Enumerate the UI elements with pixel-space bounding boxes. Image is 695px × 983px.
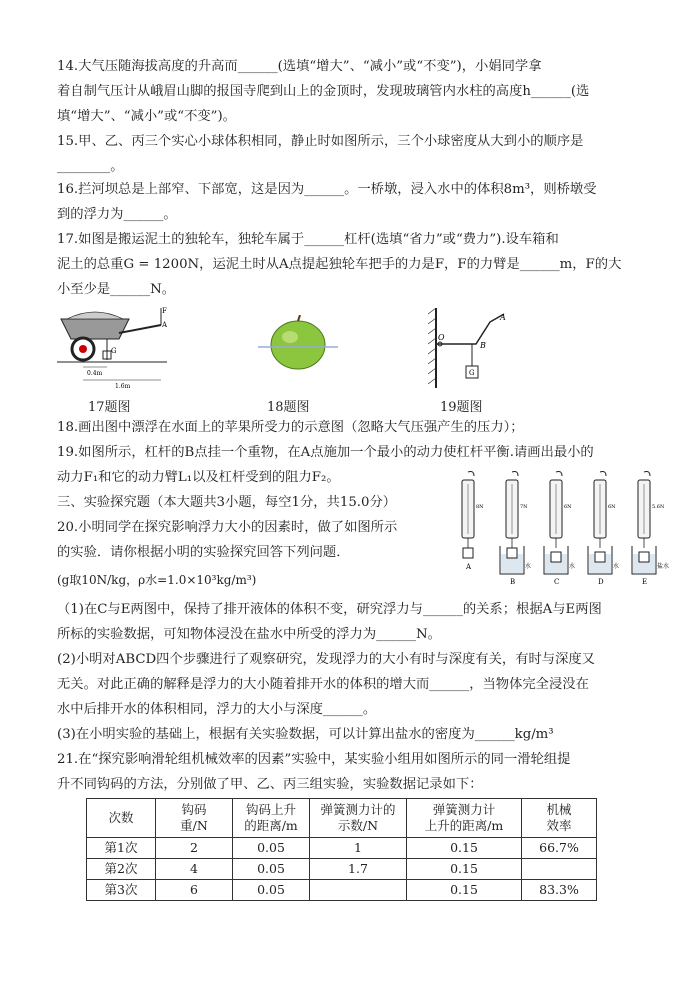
- lever-figure: [428, 308, 508, 388]
- table-cell: 1.7: [310, 859, 407, 880]
- label-F: F: [162, 307, 167, 315]
- step-label: A: [466, 563, 472, 571]
- scale-hook: [468, 472, 474, 477]
- table-cell: 2: [156, 838, 233, 859]
- label-A: A: [500, 313, 506, 322]
- q14-line-1: 14.大气压随海拔高度的升高而______(选填“增大”、“减小”或“不变”)，小娟同学拿: [57, 59, 542, 74]
- apple-figure: [258, 315, 338, 375]
- liquid-label: 水: [525, 563, 532, 570]
- table-cell: 66.7%: [522, 838, 597, 859]
- scale-hook: [600, 472, 606, 477]
- q17-line-1: 17.如图是搬运泥土的独轮车，独轮车属于______杠杆(选填“省力”或“费力”).设车箱和: [57, 232, 559, 247]
- table-cell: 第1次: [87, 838, 156, 859]
- table-cell: 0.05: [233, 838, 310, 859]
- scale-hook: [512, 472, 518, 477]
- table-cell: 1: [310, 838, 407, 859]
- label-O: O: [438, 333, 445, 342]
- table-cell: 4: [156, 859, 233, 880]
- q18-line: 18.画出图中漂浮在水面上的苹果所受力的示意图（忽略大气压强产生的压力）；: [57, 420, 524, 435]
- q16-line-1: 16.拦河坝总是上部窄、下部宽，这是因为______。一桥墩，浸入水中的体积8m³，则桥墩受: [57, 182, 597, 197]
- scale-hook: [644, 472, 650, 477]
- q15-line-2: ________。: [57, 159, 124, 174]
- table-row: [87, 880, 597, 901]
- q21-line-1: 21.在“探究影响滑轮组机械效率的因素”实验中，某实验小组用如图所示的同一滑轮组提: [57, 752, 571, 767]
- scale-reading: 6N: [608, 504, 616, 510]
- q14-line-3: 填“增大”、“减小”或“不变”)。: [57, 109, 236, 124]
- table-cell: [310, 880, 407, 901]
- fig19-caption: 19题图: [440, 400, 483, 415]
- header-cell: 机械 效率: [522, 799, 597, 838]
- object-block: [551, 552, 561, 562]
- table-cell: [522, 859, 597, 880]
- q20-line-2: 的实验．请你根据小明的实验探究回答下列问题．: [57, 545, 350, 560]
- header-cell: 弹簧测力计 上升的距离/m: [407, 799, 522, 838]
- q15-line-1: 15.甲、乙、丙三个实心小球体积相同，静止时如图所示，三个小球密度从大到小的顺序是: [57, 134, 584, 149]
- q20-line-8: 水中后排开水的体积相同，浮力的大小与深度______。: [57, 702, 377, 717]
- spring-scale-figure: [456, 470, 688, 590]
- table-cell: 0.15: [407, 838, 522, 859]
- q16-line-2: 到的浮力为______。: [57, 207, 177, 222]
- scale-hook: [556, 472, 562, 477]
- header-cell: 钩码 重/N: [156, 799, 233, 838]
- label-A: A: [162, 321, 167, 329]
- object-block: [639, 552, 649, 562]
- fig18-caption: 18题图: [267, 400, 310, 415]
- scale-reading: 8N: [476, 504, 484, 510]
- scale-reading: 7N: [520, 504, 528, 510]
- q19-line-1: 19.如图所示，杠杆的B点挂一个重物，在A点施加一个最小的动力使杠杆平衡.请画出最小的: [57, 445, 594, 460]
- table-cell: 6: [156, 880, 233, 901]
- step-label: D: [598, 578, 604, 586]
- table-header-row: [87, 799, 597, 838]
- table-row: [87, 838, 597, 859]
- q19-line-2: 动力F₁和它的动力臂L₁以及杠杆受到的阻力F₂。: [57, 470, 340, 485]
- table-cell: 0.15: [407, 880, 522, 901]
- table-cell: 第2次: [87, 859, 156, 880]
- object-block: [595, 552, 605, 562]
- q20-given: (g取10N/kg，ρ水=1.0×10³kg/m³): [57, 573, 257, 587]
- header-cell: 次数: [87, 799, 156, 838]
- pulley-data-table: [86, 798, 597, 901]
- q20-line-9: (3)在小明实验的基础上，根据有关实验数据，可以计算出盐水的密度为______kg/m³: [57, 727, 554, 742]
- q17-line-2: 泥土的总重G = 1200N，运泥土时从A点提起独轮车把手的力是F，F的力臂是______m，F的大: [57, 257, 622, 272]
- fig17-caption: 17题图: [88, 400, 131, 415]
- label-B: B: [480, 341, 486, 350]
- q17-line-3: 小至少是______N。: [57, 282, 176, 297]
- label-G: G: [111, 347, 117, 355]
- q20-line-6: (2)小明对ABCD四个步骤进行了观察研究，发现浮力的大小有时与深度有关，有时与深度又: [57, 652, 595, 667]
- scale-reading: 6N: [564, 504, 572, 510]
- liquid-label: 盐水: [657, 563, 670, 570]
- table-cell: 0.05: [233, 859, 310, 880]
- step-label: C: [554, 578, 560, 586]
- step-label: B: [510, 578, 516, 586]
- q20-line-1: 20.小明同学在探究影响浮力大小的因素时，做了如图所示: [57, 520, 398, 535]
- label-G: G: [469, 369, 475, 377]
- wheelbarrow-figure: [57, 305, 167, 390]
- q20-line-7: 无关。对此正确的解释是浮力的大小随着排开水的体积的增大而______，当物体完全浸没在: [57, 677, 589, 692]
- q20-line-5: 所标的实验数据，可知物体浸没在盐水中所受的浮力为______N。: [57, 627, 441, 642]
- step-label: E: [642, 578, 648, 586]
- q20-line-4: （1)在C与E两图中，保持了排开液体的体积不变，研究浮力与______的关系；根据A与E两图: [57, 602, 602, 617]
- object-block: [507, 548, 517, 558]
- liquid-label: 水: [569, 563, 576, 570]
- table-row: [87, 859, 597, 880]
- table-cell: 第3次: [87, 880, 156, 901]
- header-cell: 钩码上升 的距离/m: [233, 799, 310, 838]
- q14-line-2: 着自制气压计从峨眉山脚的报国寺爬到山上的金顶时，发现玻璃管内水柱的高度h______(选: [57, 84, 590, 99]
- table-cell: 0.15: [407, 859, 522, 880]
- scale-reading: 5.6N: [652, 504, 665, 510]
- q21-line-2: 升不同钩码的方法，分别做了甲、乙、丙三组实验，实验数据记录如下：: [57, 777, 483, 792]
- object-block: [463, 548, 473, 558]
- table-cell: 0.05: [233, 880, 310, 901]
- section-3-heading: 三、实验探究题（本大题共3小题，每空1分，共15.0分）: [57, 495, 397, 510]
- table-cell: 83.3%: [522, 880, 597, 901]
- liquid-label: 水: [613, 563, 620, 570]
- label-1.6m: 1.6m: [115, 383, 131, 390]
- header-cell: 弹簧测力计的 示数/N: [310, 799, 407, 838]
- label-0.4m: 0.4m: [87, 370, 103, 377]
